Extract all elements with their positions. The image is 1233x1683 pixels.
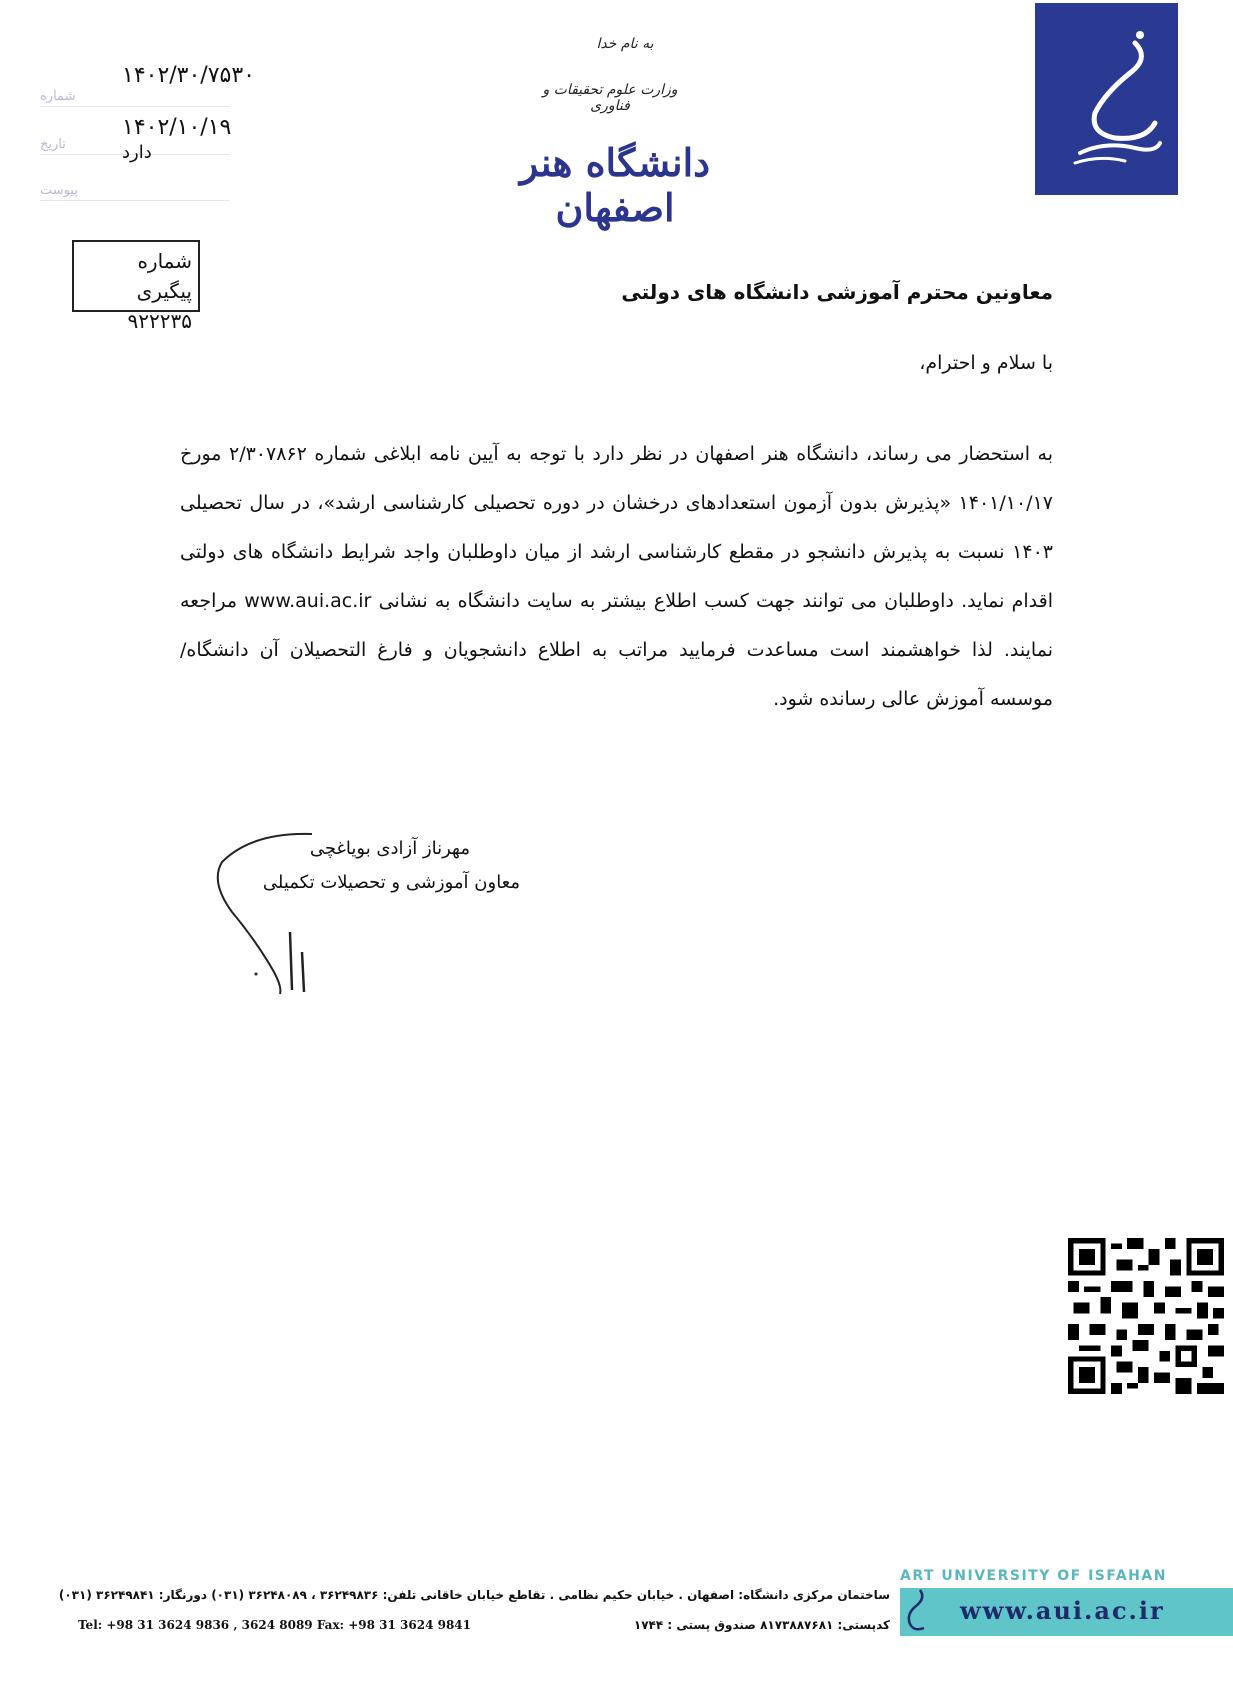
meta-date-label: تاریخ: [40, 137, 66, 152]
letter-salutation: معاونین محترم آموزشی دانشگاه های دولتی: [621, 280, 1053, 304]
letter-greeting: با سلام و احترام،: [919, 352, 1053, 374]
tracking-label: شماره پیگیری: [136, 249, 192, 303]
signatory-title: معاون آموزشی و تحصیلات تکمیلی: [262, 872, 520, 893]
bismillah: به نام خدا: [596, 36, 654, 52]
footer-english-name: ART UNIVERSITY OF ISFAHAN: [900, 1568, 1167, 1584]
calligraphy-logo-icon: [1035, 3, 1178, 195]
meta-attachment-value: دارد: [122, 142, 152, 163]
meta-date-value: ۱۴۰۲/۱۰/۱۹: [122, 115, 232, 140]
meta-number-label: شماره: [40, 89, 76, 104]
footer-postal: کدپستی: ۸۱۷۳۸۸۷۶۸۱ صندوق پستی : ۱۷۴۴: [633, 1618, 890, 1632]
tracking-box: [72, 240, 200, 333]
footer-address: ساختمان مرکزی دانشگاه: اصفهان . خیابان حکیم نظامی . تقاطع خیابان خاقانی تلفن: ۳۶۲۴۹۸۳۶ ، ۳۶۲۴۸۰۸۹ (۰۳۱) دورنگار: ۳۶۲۴۹۸۴۱ (۰۳۱): [58, 1588, 890, 1602]
tracking-number: ۹۲۲۲۳۵: [127, 309, 192, 333]
meta-number-value: ۱۴۰۲/۳۰/۷۵۳۰: [122, 63, 255, 88]
meta-attachment-label: پیوست: [40, 183, 78, 198]
university-name: دانشگاه هنر اصفهان: [519, 140, 711, 230]
meta-attachment-row: [40, 170, 230, 201]
qr-code: [1068, 1238, 1224, 1394]
footer-tel-fax: Tel: +98 31 3624 9836 , 3624 8089 Fax: +98 31 3624 9841: [78, 1618, 472, 1632]
letter-body: به استحضار می رساند، دانشگاه هنر اصفهان در نظر دارد با توجه به آیین نامه ابلاغی شماره ۲/۳۰۷۸۶۲ مورخ ۱۴۰۱/۱۰/۱۷ «پذیرش بدون آزمون استعدادهای درخشان در دوره تحصیلی کارشناسی ارشد»، در سال تحصیلی ۱۴۰۳ نسبت به پذیرش دانشجو در مقطع کارشناسی ارشد از میان داوطلبان واجد شرایط دانشگاه های دولتی اقدام نماید. داوطلبان می توانند جهت کسب اطلاع بیشتر به سایت دانشگاه به نشانی www.aui.ac.ir مراجعه نمایند. لذا خواهشمند است مساعدت فرمایید مراتب به اطلاع دانشجویان و فارغ التحصیلان آن دانشگاه/ موسسه آموزش عالی رسانده شود.: [180, 443, 1054, 710]
footer-logo-icon: [902, 1584, 928, 1636]
footer-website: www.aui.ac.ir: [960, 1596, 1165, 1625]
university-logo: [1035, 3, 1178, 195]
ministry-name: وزارت علوم تحقیقات و فناوری: [542, 82, 678, 114]
signatory-name: مهرناز آزادی بویاغچی: [309, 838, 470, 859]
